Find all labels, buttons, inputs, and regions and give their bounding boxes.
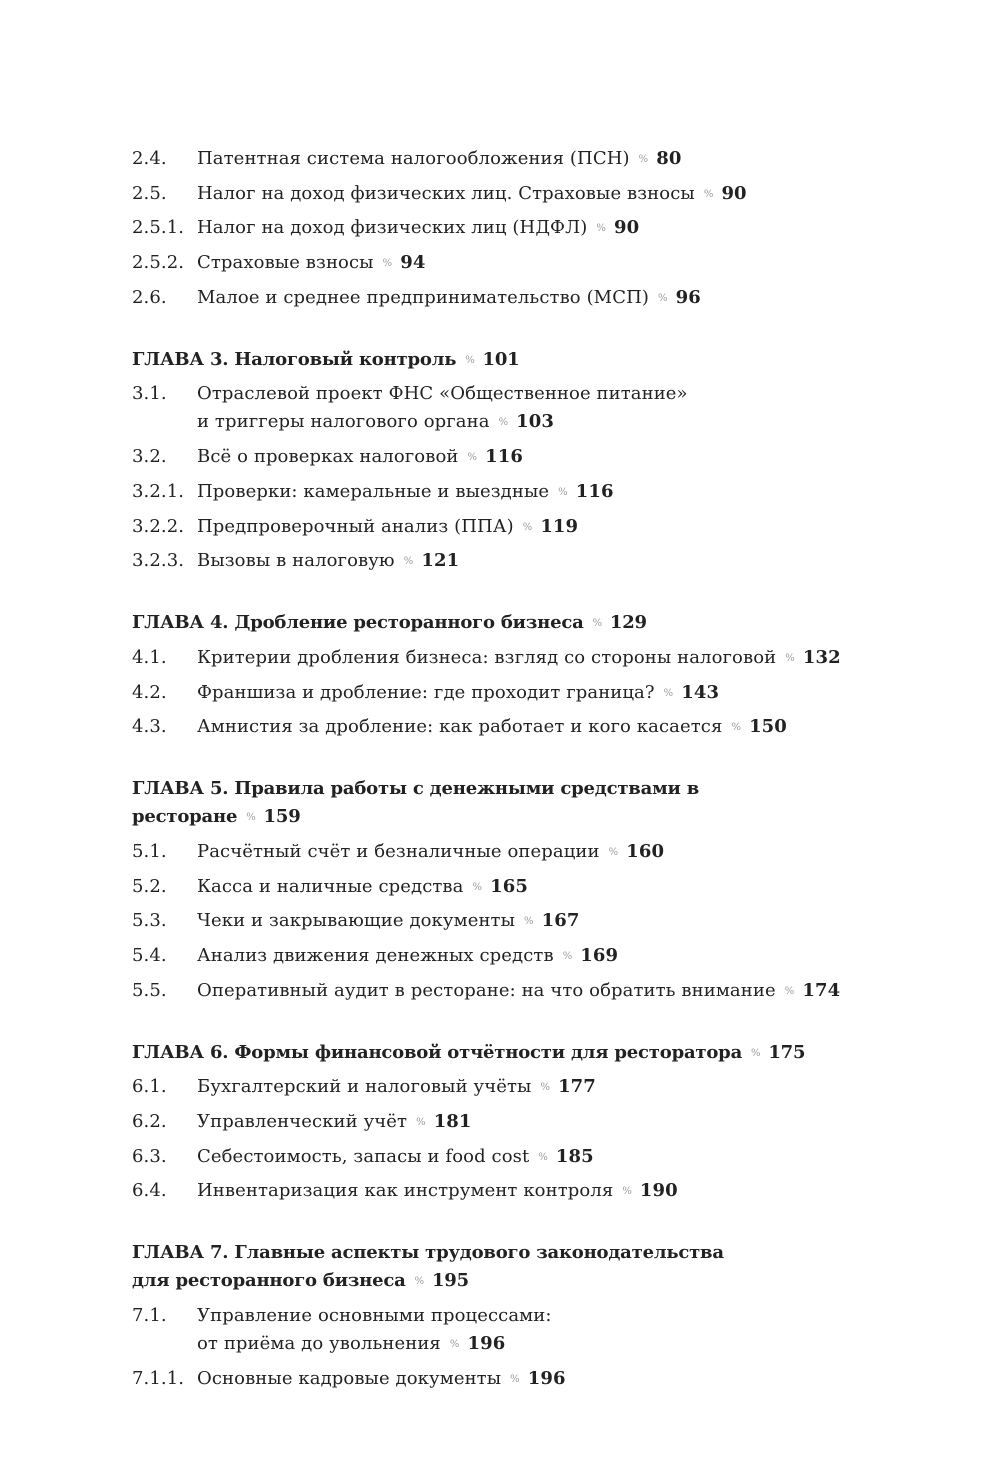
section-title: Предпроверочный анализ (ППА) <box>197 515 514 537</box>
page-number: 90 <box>613 217 640 239</box>
chapter-title: ГЛАВА 4. Дробление ресторанного бизнеса <box>132 612 584 634</box>
percent-icon: % <box>449 1339 460 1351</box>
table-of-contents <box>132 145 872 1400</box>
section-number: 2.5.1. <box>132 217 185 239</box>
toc-entry[interactable] <box>132 478 872 507</box>
section-number: 2.4. <box>132 148 167 169</box>
section-title-line1: Управление основными процессами: <box>197 1305 552 1327</box>
page-number: 181 <box>433 1111 472 1133</box>
section-title: Бухгалтерский и налоговый учёты <box>197 1076 532 1098</box>
section-number: 5.1. <box>132 840 167 862</box>
section-title: Чеки и закрывающие документы <box>197 910 516 932</box>
toc-entry[interactable] <box>132 838 872 867</box>
page-number: 101 <box>482 348 520 370</box>
chapter-heading[interactable] <box>132 1039 872 1068</box>
page-number: 196 <box>527 1367 566 1389</box>
chapter-title: ГЛАВА 5. Правила работы с денежными средствами в ресторане <box>132 778 700 828</box>
percent-icon: % <box>246 812 256 824</box>
toc-entry[interactable] <box>132 907 872 936</box>
chapter-heading[interactable] <box>132 609 872 638</box>
section-number: 5.5. <box>132 979 167 1001</box>
section-title: Основные кадровые документы <box>197 1367 502 1389</box>
percent-icon: % <box>382 258 393 270</box>
toc-entry[interactable] <box>132 1302 872 1359</box>
chapter-title-line1: ГЛАВА 7. Главные аспекты трудового законодательства <box>132 1242 724 1264</box>
percent-icon: % <box>703 188 714 200</box>
toc-entry[interactable] <box>132 284 872 313</box>
section-title: Проверки: камеральные и выездные <box>197 480 550 502</box>
page-number: 174 <box>802 979 841 1001</box>
section-number: 2.6. <box>132 286 167 308</box>
page-number: 185 <box>555 1145 594 1167</box>
page-number: 150 <box>749 716 787 738</box>
percent-icon: % <box>663 687 674 699</box>
percent-icon: % <box>403 556 414 568</box>
section-number: 6.3. <box>132 1145 167 1167</box>
section-number: 7.1. <box>132 1305 167 1327</box>
section-number: 7.1.1. <box>132 1367 185 1389</box>
percent-icon: % <box>784 985 795 997</box>
page-number: 80 <box>656 148 682 169</box>
page-number: 160 <box>626 840 665 862</box>
percent-icon: % <box>638 154 649 165</box>
section-number: 2.5. <box>132 182 167 204</box>
percent-icon: % <box>524 916 534 928</box>
toc-entry[interactable] <box>132 1143 872 1172</box>
section-title: Налог на доход физических лиц. Страховые взносы <box>197 182 695 204</box>
percent-icon: % <box>538 1151 548 1163</box>
percent-icon: % <box>472 881 483 893</box>
section-number: 6.1. <box>132 1076 167 1098</box>
page-number: 167 <box>541 910 580 932</box>
percent-icon: % <box>751 1047 761 1059</box>
section-number: 4.2. <box>132 681 167 703</box>
page-number: 196 <box>467 1333 506 1355</box>
chapter-title-line2: для ресторанного бизнеса <box>132 1270 406 1292</box>
section-title-line2: от приёма до увольнения <box>197 1333 441 1355</box>
page-number: 103 <box>516 411 555 433</box>
percent-icon: % <box>596 223 606 235</box>
percent-icon: % <box>465 354 475 366</box>
toc-entry[interactable] <box>132 145 872 174</box>
page-number: 121 <box>421 550 460 572</box>
percent-icon: % <box>622 1186 632 1198</box>
page-number: 195 <box>431 1270 469 1292</box>
toc-entry[interactable] <box>132 180 872 209</box>
section-number: 4.1. <box>132 646 167 668</box>
section-number: 5.2. <box>132 875 167 897</box>
toc-entry[interactable] <box>132 214 872 243</box>
page-number: 169 <box>580 945 619 966</box>
page-number: 190 <box>639 1180 678 1202</box>
toc-entry[interactable] <box>132 942 872 971</box>
page-number: 159 <box>263 806 301 828</box>
section-title: Вызовы в налоговую <box>197 550 395 572</box>
toc-entry[interactable] <box>132 713 872 742</box>
percent-icon: % <box>608 846 619 858</box>
percent-icon: % <box>498 417 509 429</box>
toc-entry[interactable] <box>132 679 872 708</box>
section-title: Амнистия за дробление: как работает и кого касается <box>197 716 723 738</box>
percent-icon: % <box>562 951 573 962</box>
page-number: 143 <box>681 681 720 703</box>
section-title: Франшиза и дробление: где проходит граница? <box>197 681 655 703</box>
page-number: 132 <box>802 646 841 668</box>
chapter-title: ГЛАВА 6. Формы финансовой отчётности для ресторатора <box>132 1041 743 1063</box>
section-title: Малое и среднее предпринимательство (МСП) <box>197 286 650 308</box>
section-title: Критерии дробления бизнеса: взгляд со стороны налоговой <box>197 646 777 668</box>
toc-entry[interactable] <box>132 1365 872 1394</box>
percent-icon: % <box>510 1373 520 1385</box>
toc-entry[interactable] <box>132 977 872 1006</box>
percent-icon: % <box>658 292 668 304</box>
section-number: 3.2.3. <box>132 550 185 572</box>
page-number: 119 <box>540 515 579 537</box>
section-title: Оперативный аудит в ресторане: на что обратить внимание <box>197 979 776 1001</box>
page-number: 94 <box>400 252 426 274</box>
toc-entry[interactable] <box>132 873 872 902</box>
section-number: 6.2. <box>132 1111 167 1133</box>
section-number: 4.3. <box>132 716 167 738</box>
section-title: Управленческий учёт <box>197 1111 408 1133</box>
toc-entry[interactable] <box>132 513 872 542</box>
percent-icon: % <box>414 1276 424 1288</box>
page-number: 116 <box>575 480 614 502</box>
page-number: 129 <box>609 612 647 634</box>
section-number: 2.5.2. <box>132 252 185 274</box>
chapter-heading[interactable] <box>132 775 872 832</box>
section-title: Налог на доход физических лиц (НДФЛ) <box>197 217 588 239</box>
section-title: Расчётный счёт и безналичные операции <box>197 840 600 862</box>
toc-entry[interactable] <box>132 644 872 673</box>
section-number: 3.2.2. <box>132 515 185 537</box>
toc-entry[interactable] <box>132 443 872 472</box>
section-title: Патентная система налогообложения (ПСН) <box>197 148 630 169</box>
chapter-title: ГЛАВА 3. Налоговый контроль <box>132 348 457 370</box>
section-title: Касса и наличные средства <box>197 875 464 897</box>
section-title: Инвентаризация как инструмент контроля <box>197 1180 614 1202</box>
percent-icon: % <box>467 452 478 464</box>
section-number: 5.4. <box>132 945 167 966</box>
toc-entry[interactable] <box>132 380 872 437</box>
percent-icon: % <box>558 486 568 498</box>
percent-icon: % <box>785 652 795 664</box>
percent-icon: % <box>592 618 602 630</box>
section-number: 6.4. <box>132 1180 167 1202</box>
section-title: Анализ движения денежных средств <box>197 945 554 966</box>
page-number: 165 <box>490 875 528 897</box>
toc-entry[interactable] <box>132 547 872 576</box>
page-number: 175 <box>768 1041 806 1063</box>
toc-entry[interactable] <box>132 1073 872 1102</box>
page-number: 96 <box>675 286 701 308</box>
section-title-line1: Отраслевой проект ФНС «Общественное питание» <box>197 383 688 405</box>
chapter-heading[interactable] <box>132 346 872 375</box>
toc-entry[interactable] <box>132 249 872 278</box>
section-number: 3.2. <box>132 446 167 468</box>
section-number: 3.2.1. <box>132 480 185 502</box>
page-number: 116 <box>485 446 523 468</box>
section-title-line2: и триггеры налогового органа <box>197 411 490 433</box>
section-number: 3.1. <box>132 383 167 405</box>
section-title: Всё о проверках налоговой <box>197 446 459 468</box>
percent-icon: % <box>731 722 742 734</box>
section-title: Страховые взносы <box>197 252 374 274</box>
percent-icon: % <box>540 1082 551 1094</box>
toc-entry[interactable] <box>132 1177 872 1206</box>
percent-icon: % <box>522 521 533 533</box>
section-title: Себестоимость, запасы и food cost <box>197 1145 530 1167</box>
page-number: 90 <box>721 182 747 204</box>
toc-entry[interactable] <box>132 1108 872 1137</box>
percent-icon: % <box>416 1117 426 1129</box>
chapter-heading[interactable] <box>132 1239 872 1296</box>
page-number: 177 <box>558 1076 596 1098</box>
section-number: 5.3. <box>132 910 167 932</box>
